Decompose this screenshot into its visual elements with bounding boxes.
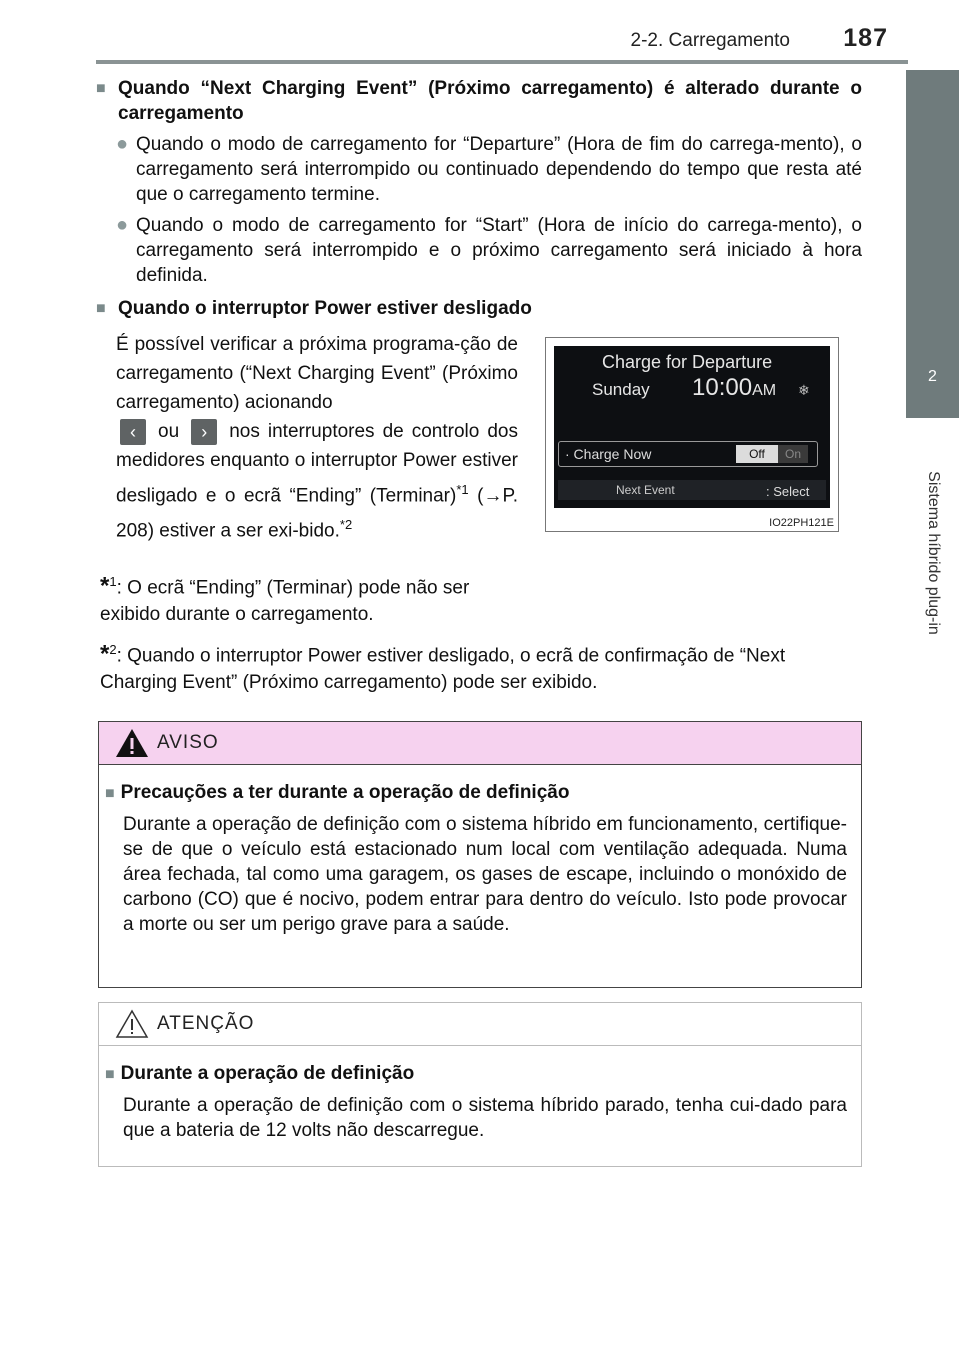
warning-triangle-icon bbox=[115, 1009, 149, 1039]
notice-header bbox=[99, 1003, 861, 1046]
screen-ampm: AM bbox=[752, 382, 777, 399]
warning-heading bbox=[105, 782, 569, 804]
warning-body: Durante a operação de definição com o sistema híbrido em funcionamento, certifique-se de que o veículo está estacionado num local com ventilação adequada. Numa área fechada, tal como uma garagem, os gases de escape, incluindo o monóxido de carbono (CO) que é nocivo, podem entrar para dentro do veículo. Isto pode provocar a morte ou ser um perigo grave para a saúde. bbox=[123, 814, 847, 935]
chevron-right-icon: › bbox=[191, 419, 217, 445]
screen-title: Charge for Departure bbox=[602, 352, 773, 372]
warning-header bbox=[99, 722, 861, 765]
warning-heading-text: Precauções a ter durante a operação de definição bbox=[120, 782, 570, 803]
multi-info-display bbox=[554, 346, 830, 508]
screen-day: Sunday bbox=[592, 380, 650, 399]
warning-title: AVISO bbox=[157, 732, 219, 753]
square-bullet-icon: ■ bbox=[105, 785, 115, 802]
footnote-1 bbox=[100, 568, 518, 628]
screen-time-value: 10:00 bbox=[692, 374, 753, 401]
section-charging-event bbox=[96, 76, 862, 321]
screen-time bbox=[692, 374, 776, 402]
paragraph-or: ou bbox=[158, 421, 180, 442]
list-item bbox=[96, 213, 862, 288]
heading-text: Quando o interruptor Power estiver desligado bbox=[118, 298, 532, 319]
footnote-text: : O ecrã “Ending” (Terminar) pode não ser exibido durante o carregamento. bbox=[100, 577, 470, 626]
header-rule bbox=[96, 60, 908, 64]
square-bullet-icon: ■ bbox=[105, 1066, 115, 1083]
footnote-mark: * bbox=[100, 572, 110, 600]
notice-heading bbox=[105, 1063, 414, 1085]
notice-heading-text: Durante a operação de definição bbox=[120, 1063, 415, 1084]
footnote-text: : Quando o interruptor Power estiver desligado, o ecrã de confirmação de “Next Charging Event” (Próximo carregamento) pode ser exibido. bbox=[100, 645, 786, 694]
footnote-number: 1 bbox=[109, 574, 117, 589]
side-tab-strip bbox=[906, 70, 959, 336]
circle-bullet-icon: ● bbox=[116, 133, 129, 155]
footnote-ref-2: *2 bbox=[339, 517, 353, 533]
display-illustration bbox=[545, 337, 839, 532]
list-item bbox=[96, 132, 862, 207]
page-number: 187 bbox=[843, 24, 888, 52]
notice-box bbox=[98, 1002, 862, 1167]
square-bullet-icon: ■ bbox=[96, 80, 106, 97]
section-heading bbox=[96, 296, 862, 321]
footnote-ref-1: *1 bbox=[456, 482, 469, 497]
chevron-left-icon: ‹ bbox=[120, 419, 146, 445]
bullet-text: Quando o modo de carregamento for “Start” (Hora de início do carrega-mento), o carregamento será interrompido e o próximo carregamento será iniciado à hora definida. bbox=[136, 215, 862, 286]
select-label: : Select bbox=[766, 484, 810, 499]
square-bullet-icon: ■ bbox=[96, 300, 106, 317]
chapter-label: Sistema híbrido plug-in bbox=[924, 471, 942, 636]
chapter-number: 2 bbox=[928, 368, 937, 385]
paragraph-text-c: (→P. 208) estiver a ser exi-bido. bbox=[116, 485, 518, 542]
charge-now-row: · Charge Now bbox=[558, 441, 818, 467]
paragraph-text-b: nos interruptores de controlo dos medidores enquanto o interruptor Power estiver desligado e o ecrã “Ending” (Terminar) bbox=[116, 421, 518, 507]
footnote-number: 2 bbox=[109, 642, 117, 657]
off-toggle: Off bbox=[736, 445, 778, 463]
chapter-label-tab bbox=[906, 418, 959, 678]
on-toggle: On bbox=[778, 445, 808, 463]
warning-box bbox=[98, 721, 862, 988]
next-event-label: Next Event bbox=[616, 483, 675, 497]
notice-title: ATENÇÃO bbox=[157, 1013, 255, 1034]
section-title: 2-2. Carregamento bbox=[630, 30, 790, 51]
warning-triangle-icon bbox=[115, 728, 149, 758]
notice-body: Durante a operação de definição com o sistema híbrido parado, tenha cui-dado para que a bateria de 12 volts não descarregue. bbox=[123, 1095, 847, 1141]
footnote-mark: * bbox=[100, 640, 110, 668]
image-code: IO22PH121E bbox=[769, 517, 834, 529]
footnote-2 bbox=[100, 636, 860, 696]
paragraph-text-a: É possível verificar a próxima programa-ção de carregamento (“Next Charging Event” (Próximo carregamento) acionando bbox=[116, 334, 518, 413]
circle-bullet-icon: ● bbox=[116, 214, 129, 236]
power-off-paragraph bbox=[116, 330, 518, 546]
fan-icon: ❄ bbox=[798, 382, 810, 398]
heading-text: Quando “Next Charging Event” (Próximo carregamento) é alterado durante o carregamento bbox=[118, 78, 862, 124]
bullet-text: Quando o modo de carregamento for “Departure” (Hora de fim do carrega-mento), o carregamento será interrompido ou continuado dependendo do tempo que resta até que o carregamento termine. bbox=[136, 134, 862, 205]
chapter-number-tab bbox=[906, 336, 959, 418]
section-heading bbox=[96, 76, 862, 126]
